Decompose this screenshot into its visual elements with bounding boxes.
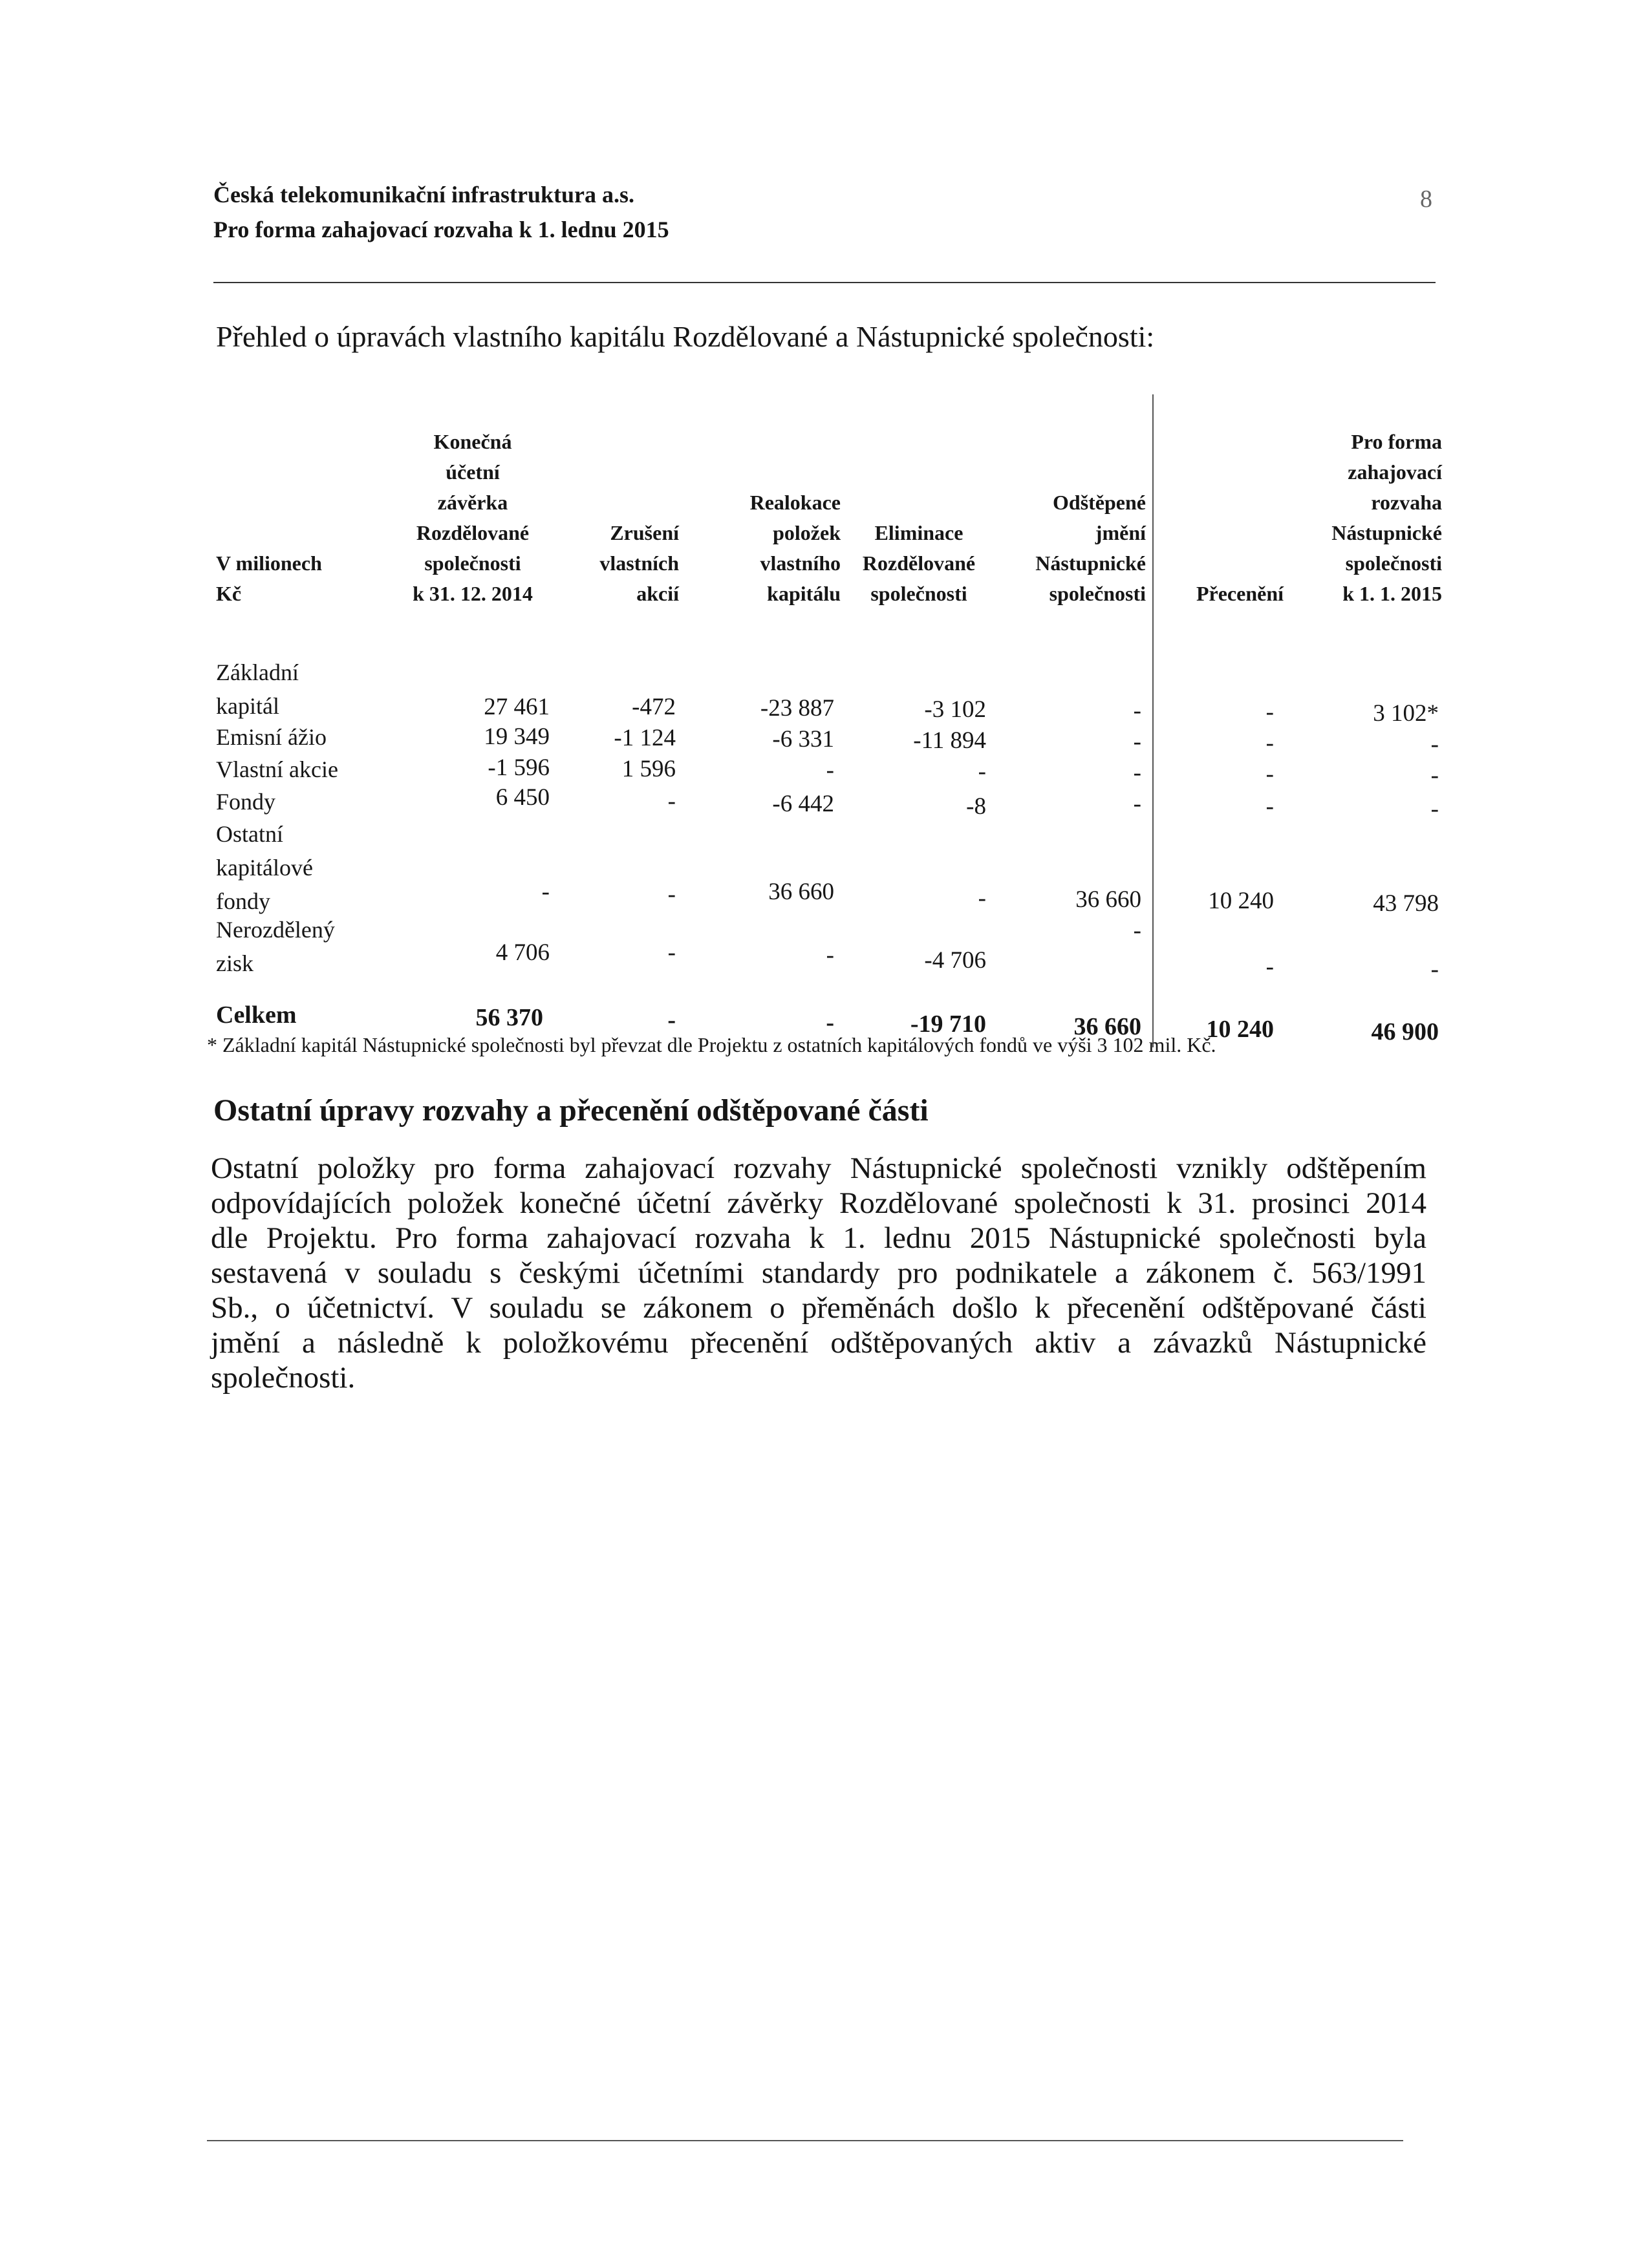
paragraph-line: dle Projektu. Pro forma zahajovací rozvaha k 1. lednu 2015 Nástupnické společnosti byla — [211, 1221, 1426, 1255]
table-cell: - — [1133, 729, 1141, 755]
col-header-line: Konečná — [433, 430, 512, 453]
col-header-line: Eliminace — [874, 521, 963, 544]
row-label-line: Základní — [216, 659, 299, 685]
table-cell: - — [1133, 698, 1141, 724]
table-cell: 6 450 — [495, 784, 550, 811]
table-cell: - — [1265, 699, 1274, 725]
col-header-revaluation — [1164, 579, 1284, 609]
total-cell: - — [667, 1007, 676, 1034]
col-header-line: společnosti — [1345, 551, 1442, 575]
row-label-line: fondy — [216, 888, 270, 914]
table-cell: -1 124 — [614, 725, 676, 751]
company-name: Česká telekomunikační infrastruktura a.s. — [213, 182, 635, 208]
table-cell: - — [667, 788, 676, 815]
table-cell: - — [978, 758, 986, 785]
col-header-line: rozvaha — [1371, 491, 1442, 514]
paragraph-line: Ostatní položky pro forma zahajovací rozvahy Nástupnické společnosti vznikly odštěpením — [211, 1151, 1426, 1185]
row-label-line: kapitálové — [216, 855, 313, 881]
table-cell: - — [826, 942, 834, 968]
table-cell: 36 660 — [768, 879, 834, 905]
table-cell: -472 — [632, 694, 676, 720]
total-cell: 46 900 — [1371, 1018, 1439, 1045]
table-cell: - — [1430, 796, 1439, 822]
col-header-line: vlastních — [599, 551, 679, 575]
table-cell: - — [1265, 954, 1274, 980]
paragraph-line: sestavená v souladu s českými účetními standardy pro podnikatele a zákonem č. 563/1991 — [211, 1256, 1426, 1290]
footer-divider — [207, 2140, 1403, 2141]
col-header-line: Nástupnické — [1331, 521, 1442, 544]
table-cell: - — [1133, 760, 1141, 786]
table-cell: - — [1265, 761, 1274, 787]
col-header-line: zahajovací — [1348, 460, 1442, 484]
col-header-line: společnosti — [424, 551, 521, 575]
col-header-line: Přecenění — [1196, 582, 1284, 605]
total-cell: -19 710 — [910, 1011, 986, 1038]
row-label-line: Vlastní akcie — [216, 756, 338, 782]
table-cell: - — [1430, 956, 1439, 983]
table-cell: -6 331 — [772, 726, 834, 753]
table-cell: - — [667, 939, 676, 966]
total-label: Celkem — [216, 1001, 297, 1029]
col-header-line: vlastního — [760, 551, 841, 575]
paragraph-line: jmění a následně k položkovému přecenění odštěpovaných aktiv a závazků Nástupnické — [211, 1326, 1426, 1360]
col-header-line: Pro forma — [1351, 430, 1442, 453]
table-cell: 43 798 — [1373, 890, 1439, 917]
col-header-line: závěrka — [437, 491, 508, 514]
unit-label — [216, 548, 322, 609]
col-header-line: jmění — [1095, 521, 1146, 544]
total-cell: 56 370 — [475, 1004, 543, 1031]
table-cell: - — [1430, 762, 1439, 789]
table-cell: 1 596 — [621, 756, 676, 782]
table-cell: -3 102 — [924, 696, 986, 723]
col-header-line: Zrušení — [610, 521, 679, 544]
table-cell: - — [826, 757, 834, 784]
table-cell: - — [1265, 793, 1274, 820]
table-cell: -8 — [966, 793, 986, 820]
col-header-line: k 31. 12. 2014 — [413, 582, 533, 605]
table-cell: 10 240 — [1208, 888, 1274, 914]
equity-adjustments-table — [0, 0, 1636, 1112]
table-cell: - — [1430, 731, 1439, 758]
row-label-line: zisk — [216, 950, 253, 976]
col-header-line: Realokace — [749, 491, 841, 514]
row-label — [216, 720, 327, 754]
unit-label-line: V milionech — [216, 551, 322, 575]
col-header-line: položek — [773, 521, 841, 544]
total-cell: 36 660 — [1073, 1013, 1141, 1040]
table-footnote: * Základní kapitál Nástupnické společnosti byl převzat dle Projektu z ostatních kapitálových fondů ve výši 3 102 mil. Kč. — [207, 1033, 1216, 1056]
col-header-line: Nástupnické — [1035, 551, 1146, 575]
body-paragraph — [211, 1151, 1426, 1395]
row-label-line: kapitál — [216, 693, 279, 719]
section-title: Přehled o úpravách vlastního kapitálu Rozdělované a Nástupnické společnosti: — [216, 320, 1155, 353]
col-header-pro-forma — [1293, 427, 1442, 609]
col-header-line: Rozdělované — [862, 551, 976, 575]
paragraph-line: odpovídajících položek konečné účetní závěrky Rozdělované společnosti k 31. prosinci 2014 — [211, 1186, 1426, 1220]
row-label — [216, 785, 275, 818]
table-cell: - — [1265, 730, 1274, 756]
table-cell: 19 349 — [484, 723, 550, 750]
table-cell: 3 102* — [1373, 700, 1439, 727]
col-header-spun-off-assets — [1002, 487, 1146, 609]
total-cell: 10 240 — [1206, 1016, 1274, 1043]
col-header-line: Odštěpené — [1053, 491, 1146, 514]
row-label-line: Fondy — [216, 789, 276, 815]
col-header-line: k 1. 1. 2015 — [1342, 582, 1442, 605]
page-number: 8 — [1420, 186, 1432, 213]
table-cell: 27 461 — [484, 694, 550, 720]
table-cell: -6 442 — [772, 791, 834, 817]
table-cell: -1 596 — [488, 754, 550, 781]
column-divider — [1152, 394, 1154, 1047]
col-header-line: Rozdělované — [416, 521, 530, 544]
table-cell: - — [978, 885, 986, 912]
row-label — [216, 656, 299, 723]
table-cell: - — [541, 879, 550, 905]
col-header-reallocation — [711, 487, 841, 609]
table-cell: -23 887 — [760, 695, 834, 722]
col-header-line: kapitálu — [767, 582, 841, 605]
table-cell: -11 894 — [913, 727, 986, 754]
table-cell: - — [1133, 791, 1141, 817]
table-cell: - — [1133, 917, 1141, 944]
row-label-line: Emisní ážio — [216, 724, 327, 750]
col-header-elimination — [847, 518, 991, 609]
section-heading: Ostatní úpravy rozvahy a přecenění odštěpované části — [213, 1093, 929, 1128]
row-label-line: Ostatní — [216, 821, 283, 847]
row-label — [216, 817, 313, 918]
row-label — [216, 753, 338, 786]
row-label-line: Nerozdělený — [216, 917, 335, 943]
row-label — [216, 913, 335, 980]
table-cell: -4 706 — [924, 947, 986, 974]
paragraph-line: Sb., o účetnictví. V souladu se zákonem o přeměnách došlo k přecenění odštěpované části — [211, 1291, 1426, 1325]
col-header-share-cancellation — [569, 518, 679, 609]
table-cell: 36 660 — [1075, 886, 1141, 913]
paragraph-line: společnosti. — [211, 1361, 356, 1395]
table-cell: 4 706 — [495, 939, 550, 966]
total-cell: - — [826, 1009, 834, 1036]
col-header-line: akcií — [636, 582, 679, 605]
col-header-line: společnosti — [1049, 582, 1146, 605]
document-subtitle: Pro forma zahajovací rozvaha k 1. lednu 2015 — [213, 217, 669, 242]
unit-label-line: Kč — [216, 582, 242, 605]
col-header-line: společnosti — [870, 582, 967, 605]
table-cell: - — [667, 881, 676, 908]
col-header-final-statements — [388, 427, 557, 609]
col-header-line: účetní — [446, 460, 500, 484]
